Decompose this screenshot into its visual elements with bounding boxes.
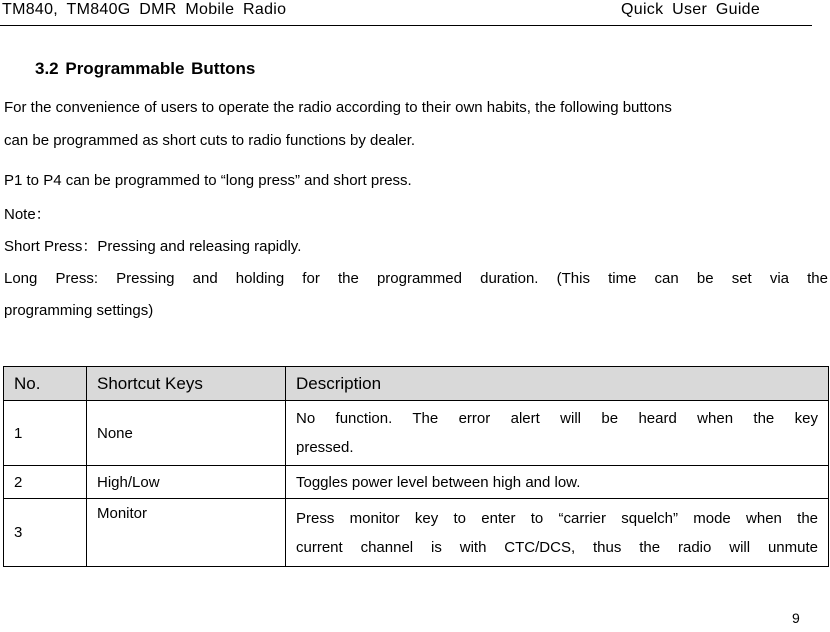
- description-line-1: No function. The error alert will be heard when the key: [296, 410, 818, 427]
- table-row: [4, 499, 829, 567]
- table-header-row: [4, 367, 829, 401]
- guide-label: Quick User Guide: [621, 1, 761, 18]
- row-no: 3: [4, 499, 87, 567]
- description-line-2: current channel is with CTC/DCS, thus the radio will unmute: [296, 538, 818, 556]
- table-row: [4, 401, 829, 466]
- row-description: Toggles power level between high and low.: [286, 466, 829, 499]
- row-key: None: [87, 401, 286, 466]
- intro-line-2: can be programmed as short cuts to radio functions by dealer.: [4, 132, 416, 149]
- row-key: High/Low: [87, 466, 286, 499]
- description-line-1: Press monitor key to enter to “carrier squelch” mode when the: [296, 509, 818, 527]
- page-number: 9: [792, 610, 800, 626]
- long-press-line-2: programming settings): [4, 302, 154, 319]
- p1-p4-paragraph: P1 to P4 can be programmed to “long press” and short press.: [4, 172, 412, 189]
- description-line-2: pressed.: [296, 439, 354, 456]
- intro-line-1: For the convenience of users to operate the radio according to their own habits, the following buttons: [4, 99, 672, 116]
- table-row: [4, 466, 829, 499]
- long-press-paragraph: [4, 269, 828, 321]
- header-shortcut-keys: Shortcut Keys: [87, 367, 286, 401]
- page-header: [0, 0, 812, 26]
- section-title: 3.2 Programmable Buttons: [35, 59, 256, 78]
- row-no: 2: [4, 466, 87, 499]
- document-title: TM840, TM840G DMR Mobile Radio: [2, 1, 287, 18]
- row-description: [286, 499, 829, 567]
- header-no: No.: [4, 367, 87, 401]
- row-no: 1: [4, 401, 87, 466]
- short-press-paragraph: Short Press：Pressing and releasing rapidly.: [4, 238, 302, 255]
- header-description: Description: [286, 367, 829, 401]
- intro-paragraph: [4, 98, 828, 151]
- row-description: [286, 401, 829, 466]
- row-key: Monitor: [87, 499, 286, 567]
- note-label: Note：: [4, 206, 51, 223]
- shortcut-keys-table: [3, 366, 829, 567]
- long-press-line-1: Long Press: Pressing and holding for the programmed duration. (This time can be set via the: [4, 270, 828, 287]
